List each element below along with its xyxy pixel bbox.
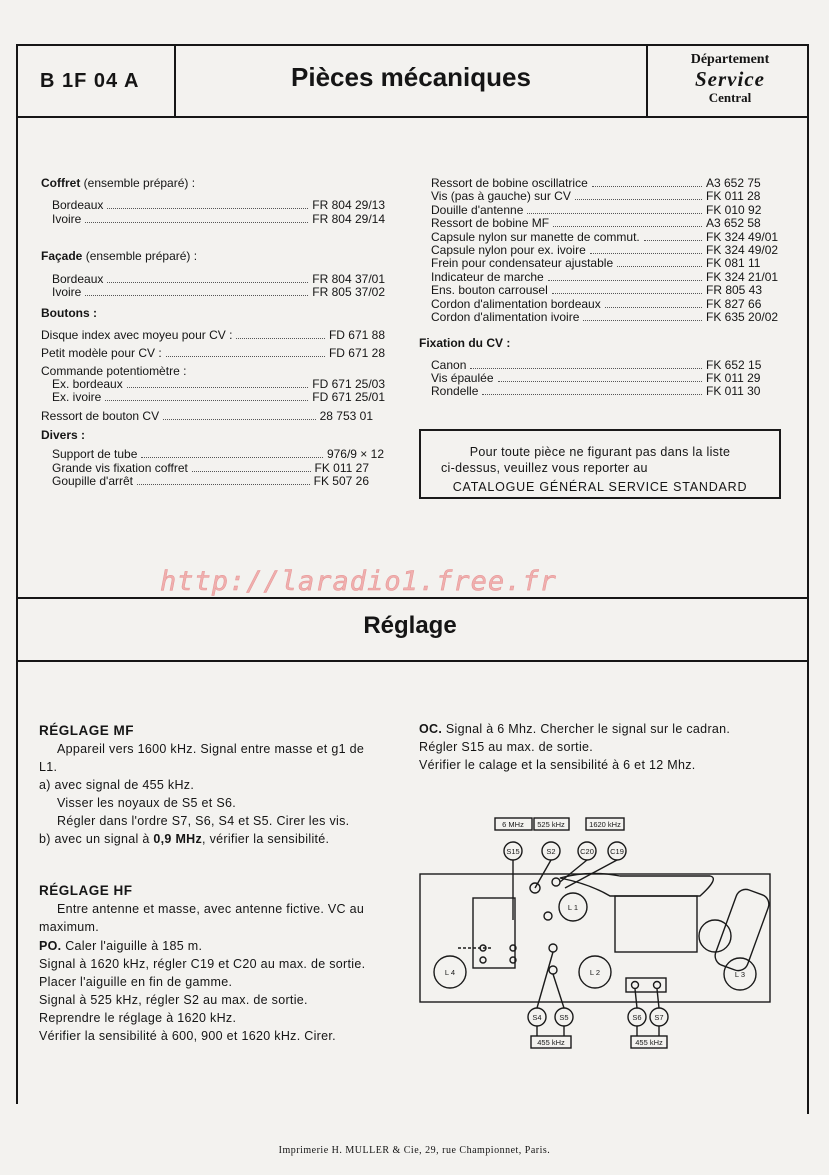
list-item: Ivoire FR 804 29/14 — [52, 211, 385, 226]
label-c19: C19 — [610, 847, 624, 856]
list-item: Disque index avec moyeu pour CV : FD 671 88 — [41, 327, 385, 342]
adjuster-c20 — [552, 878, 560, 886]
hf-line-1: Entre antenne et masse, avec antenne fictive. VC au — [57, 902, 365, 916]
list-item: Vis (pas à gauche) sur CV FK 011 28 — [431, 189, 761, 204]
mf-line-5: Régler dans l'ordre S7, S6, S4 et S5. Cirer les vis. — [57, 814, 350, 828]
watermark-url: http://laradio1.free.fr — [160, 566, 557, 597]
list-item: Ressort de bobine oscillatrice A3 652 75 — [431, 176, 761, 190]
mf-line-4: Visser les noyaux de S5 et S6. — [57, 796, 237, 810]
department-block — [650, 52, 810, 106]
po-line-1: PO. Caler l'aiguille à 185 m. — [39, 939, 203, 953]
list-item: Ressort de bouton CV 28 753 01 — [41, 408, 373, 423]
po-line-2: Signal à 1620 kHz, régler C19 et C20 au max. de sortie. — [39, 957, 366, 971]
reglage-hf-heading: RÉGLAGE HF — [39, 883, 133, 898]
list-item: Douille d'antenne FK 010 92 — [431, 202, 762, 217]
hf-line-2: maximum. — [39, 920, 100, 934]
facade-heading — [41, 250, 385, 263]
frame-right — [807, 44, 809, 1114]
label-l3: L 3 — [734, 970, 746, 979]
label-l2: L 2 — [589, 968, 601, 977]
list-item: Ex. ivoire FD 671 25/01 — [52, 390, 385, 405]
chassis-adjustment-diagram — [410, 810, 780, 1060]
divers-title: Divers : — [41, 428, 86, 443]
coffret-title: Coffret — [41, 176, 81, 190]
list-item: Support de tube 976/9 × 12 — [52, 447, 384, 462]
reglage-right-column — [419, 720, 799, 774]
note-line-2: ci-dessus, veuillez vous reporter au — [441, 461, 648, 475]
facade-title: Façade — [41, 249, 83, 264]
parts-list-right — [419, 176, 779, 399]
oscillator-block — [473, 898, 515, 968]
po-line-5: Reprendre le réglage à 1620 kHz. — [39, 1011, 237, 1025]
list-item: Capsule nylon sur manette de commut. FK 324 49/01 — [431, 229, 779, 244]
label-s7: S7 — [654, 1013, 664, 1022]
label-s15: S15 — [506, 847, 520, 856]
boutons-title: Boutons : — [41, 306, 97, 321]
label-6mhz: 6 MHz — [502, 820, 524, 829]
po-line-3: Placer l'aiguille en fin de gamme. — [39, 975, 233, 989]
label-s5: S5 — [559, 1013, 569, 1022]
commande-label: Commande potentiomètre : — [41, 363, 187, 378]
header-bottom — [16, 116, 809, 118]
catalogue-note-box — [419, 429, 781, 499]
frame-top — [16, 44, 809, 46]
oc-line-2: Régler S15 au max. de sortie. — [419, 740, 594, 754]
department-line-2: Service — [695, 67, 765, 91]
mf-line-2: L1. — [39, 760, 58, 774]
reglage-title: Réglage — [363, 612, 457, 639]
mf-line-6: b) avec un signal à 0,9 MHz, vérifier la sensibilité. — [39, 832, 330, 846]
note-line-3: CATALOGUE GÉNÉRAL SERVICE STANDARD — [452, 480, 748, 494]
coffret-heading — [41, 177, 385, 190]
mf-line-3: a) avec signal de 455 kHz. — [39, 778, 195, 792]
page-title: Pièces mécaniques — [291, 62, 531, 92]
list-item: Ivoire FR 805 37/02 — [52, 284, 385, 299]
fixation-title: Fixation du CV : — [419, 336, 511, 351]
list-item: Frein pour condensateur ajustable FK 081 11 — [431, 256, 761, 271]
facade-note: (ensemble préparé) : — [85, 249, 198, 264]
oc-line-1: OC. Signal à 6 Mhz. Chercher le signal sur le cadran. — [419, 722, 731, 736]
list-item: Goupille d'arrêt FK 507 26 — [52, 474, 369, 489]
header-divider-2 — [646, 44, 648, 116]
label-l1: L 1 — [567, 903, 579, 912]
department-line-1: Département — [690, 52, 770, 67]
section-top-line — [16, 597, 809, 599]
reglage-mf-heading: RÉGLAGE MF — [39, 723, 134, 738]
label-455khz-right: 455 kHz — [635, 1038, 663, 1047]
label-c20: C20 — [580, 847, 594, 856]
list-item: Grande vis fixation coffret FK 011 27 — [52, 460, 369, 475]
label-s4: S4 — [532, 1013, 542, 1022]
oc-line-3: Vérifier le calage et la sensibilité à 6 et 12 Mhz. — [419, 758, 696, 772]
document-code: B 1F 04 A — [40, 70, 140, 92]
coffret-note: (ensemble préparé) : — [83, 176, 196, 190]
list-item: Rondelle FK 011 30 — [431, 384, 761, 399]
department-line-3: Central — [708, 90, 752, 105]
po-line-4: Signal à 525 kHz, régler S2 au max. de sortie. — [39, 993, 308, 1007]
speaker-magnet — [712, 887, 771, 974]
reglage-left-column — [39, 722, 404, 1045]
list-item: Cordon d'alimentation bordeaux FK 827 66 — [431, 296, 762, 311]
list-item: Cordon d'alimentation ivoire FK 635 20/02 — [431, 309, 779, 324]
list-item: Capsule nylon pour ex. ivoire FK 324 49/02 — [431, 242, 779, 257]
mf-line-1: Appareil vers 1600 kHz. Signal entre masse et g1 de — [57, 742, 365, 756]
adjuster-c19 — [544, 912, 552, 920]
note-line-1: Pour toute pièce ne figurant pas dans la liste — [469, 445, 731, 459]
list-item: Ens. bouton carrousel FR 805 43 — [431, 283, 763, 298]
list-item: Bordeaux FR 804 29/13 — [52, 198, 385, 213]
label-s6: S6 — [632, 1013, 642, 1022]
section-bottom-line — [16, 660, 809, 662]
label-525khz: 525 kHz — [537, 820, 565, 829]
list-item: Ressort de bobine MF A3 652 58 — [431, 216, 761, 231]
list-item: Bordeaux FR 804 37/01 — [52, 271, 385, 286]
list-item: Petit modèle pour CV : FD 671 28 — [41, 346, 385, 361]
po-line-6: Vérifier la sensibilité à 600, 900 et 1620 kHz. Cirer. — [39, 1029, 336, 1043]
list-item: Canon FK 652 15 — [431, 357, 762, 372]
variable-capacitor — [560, 873, 713, 896]
label-455khz-left: 455 kHz — [537, 1038, 565, 1047]
list-item: Indicateur de marche FK 324 21/01 — [431, 269, 779, 284]
list-item: Ex. bordeaux FD 671 25/03 — [52, 376, 385, 391]
frame-left — [16, 44, 18, 1104]
label-1620khz: 1620 kHz — [589, 820, 621, 829]
list-item: Vis épaulée FK 011 29 — [431, 371, 761, 386]
label-l4: L 4 — [444, 968, 456, 977]
parts-list-left — [41, 177, 385, 489]
label-s2: S2 — [546, 847, 556, 856]
printer-footer: Imprimerie H. MULLER & Cie, 29, rue Championnet, Paris. — [278, 1145, 551, 1156]
